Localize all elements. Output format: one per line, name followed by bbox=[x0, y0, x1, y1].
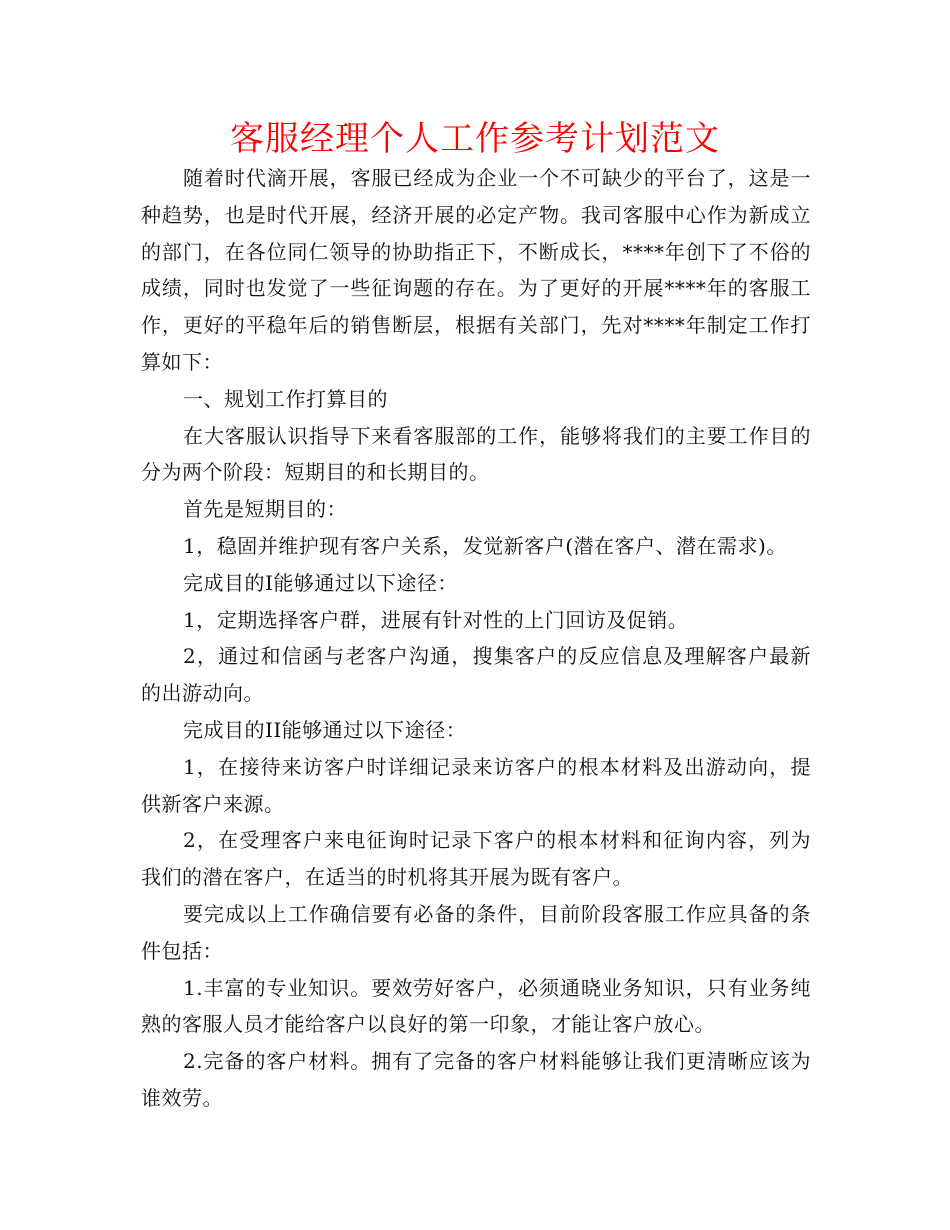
paragraph-goal-one-item-1: 1，定期选择客户群，进展有针对性的上门回访及促销。 bbox=[183, 607, 689, 632]
paragraph-goal-one-heading: 完成目的I能够通过以下途径： bbox=[183, 570, 458, 595]
paragraph-short-term-item: 1，稳固并维护现有客户关系，发觉新客户(潜在客户、潜在需求)。 bbox=[183, 533, 787, 558]
paragraph-goals-overview: 在大客服认识指导下来看客服部的工作，能够将我们的主要工作目的分为两个阶段：短期目的和长期目的。 bbox=[141, 423, 811, 485]
paragraph-short-term-heading: 首先是短期目的： bbox=[183, 497, 347, 522]
section-heading-goals: 一、规划工作打算目的 bbox=[183, 386, 388, 411]
paragraph-goal-two-heading: 完成目的II能够通过以下途径： bbox=[183, 717, 467, 742]
paragraph-goal-two-item-1: 1，在接待来访客户时详细记录来访客户的根本材料及出游动向，提供新客户来源。 bbox=[141, 754, 811, 816]
paragraph-conditions-intro: 要完成以上工作确信要有必备的条件，目前阶段客服工作应具备的条件包括： bbox=[141, 901, 811, 963]
paragraph-condition-2: 2.完备的客户材料。拥有了完备的客户材料能够让我们更清晰应该为谁效劳。 bbox=[141, 1049, 811, 1110]
paragraph-goal-one-item-2: 2，通过和信函与老客户沟通，搜集客户的反应信息及理解客户最新的出游动向。 bbox=[141, 644, 811, 706]
paragraph-goal-two-item-2: 2，在受理客户来电征询时记录下客户的根本材料和征询内容，列为我们的潜在客户，在适当的时机将其开展为既有客户。 bbox=[141, 828, 811, 890]
paragraph-condition-1: 1.丰富的专业知识。要效劳好客户，必须通晓业务知识，只有业务纯熟的客服人员才能给客户以良好的第一印象，才能让客户放心。 bbox=[141, 975, 811, 1037]
document-title: 客服经理个人工作参考计划范文 bbox=[230, 119, 720, 159]
document-body bbox=[141, 160, 811, 1117]
paragraph-intro: 随着时代滴开展，客服已经成为企业一个不可缺少的平台了，这是一种趋势，也是时代开展，经济开展的必定产物。我司客服中心作为新成立的部门，在各位同仁领导的协助指正下，不断成长，****年创下了不俗的成绩，同时也发觉了一些征询题的存在。为了更好的开展****年的客服工作，更好的平稳年后的销售断层，根据有关部门，先对****年制定工作打算如下： bbox=[141, 166, 811, 374]
